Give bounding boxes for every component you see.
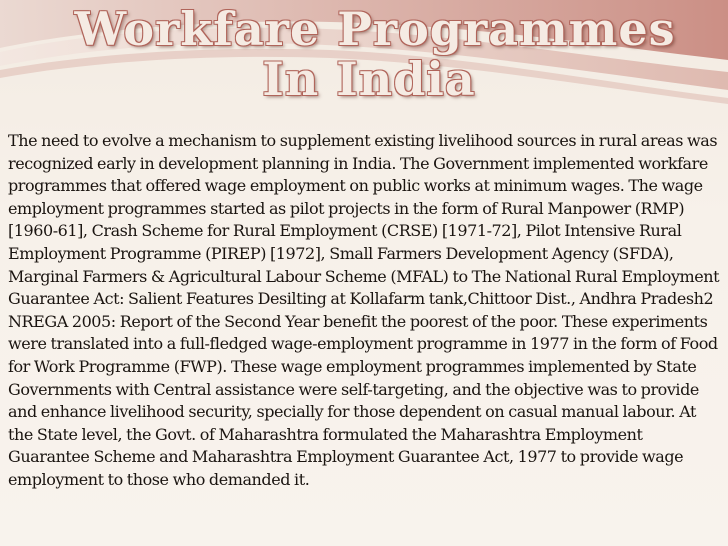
slide-title xyxy=(0,4,728,104)
title-line-1: Workfare Programmes xyxy=(74,2,676,56)
body-paragraph: The need to evolve a mechanism to supplement existing livelihood sources in rural areas was recognized early in development planning in India. The Government implemented workfare programmes that offered wage employment on public works at minimum wages. The wage employment programmes started as pilot projects in the form of Rural Manpower (RMP) [1960-61], Crash Scheme for Rural Employment (CRSE) [1971-72], Pilot Intensive Rural Employment Programme (PIREP) [1972], Small Farmers Development Agency (SFDA), Marginal Farmers & Agricultural Labour Scheme (MFAL) to The National Rural Employment Guarantee Act: Salient Features Desilting at Kollafarm tank,Chittoor Dist., Andhra Pradesh2 NREGA 2005: Report of the Second Year benefit the poorest of the poor. These experiments were translated into a full-fledged wage-employment programme in 1977 in the form of Food for Work Programme (FWP). These wage employment programmes implemented by State Governments with Central assistance were self-targeting, and the objective was to provide and enhance livelihood security, specially for those dependent on casual manual labour. At the State level, the Govt. of Maharashtra formulated the Maharashtra Employment Guarantee Scheme and Maharashtra Employment Guarantee Act, 1977 to provide wage employment to those who demanded it. xyxy=(8,131,720,489)
title-line-2: In India xyxy=(262,52,476,106)
